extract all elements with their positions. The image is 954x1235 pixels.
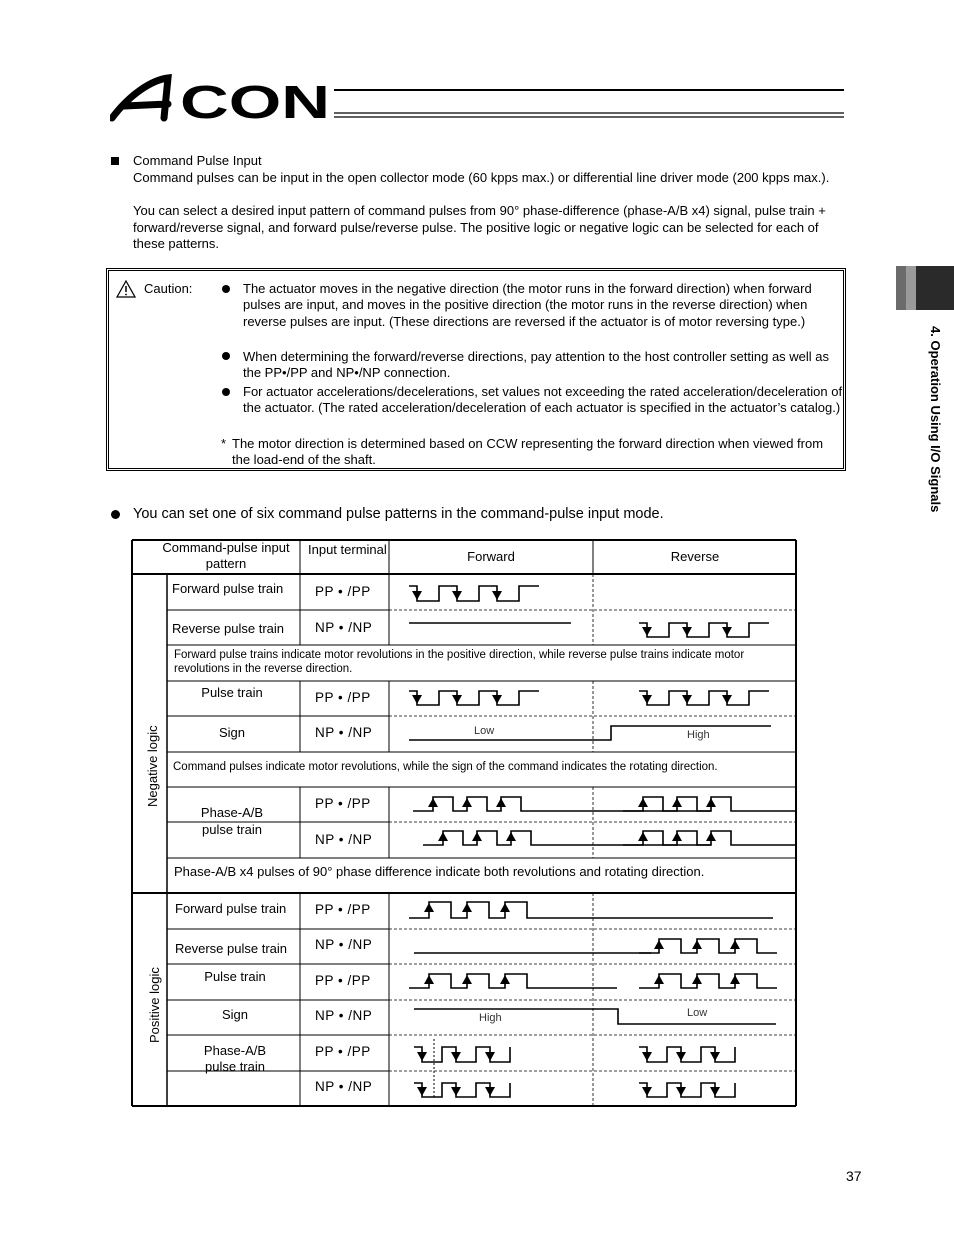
- caution-label: Caution:: [144, 281, 193, 296]
- sign-waveform: [414, 1009, 776, 1024]
- terminal-pp: PP • /PP: [315, 796, 371, 811]
- caution-item-2: When determining the forward/reverse directions, pay attention to the host controller setting as well as the PP•/PP and NP•/NP connection.: [243, 349, 830, 381]
- terminal-pp: PP • /PP: [315, 973, 371, 988]
- row-sign: Sign: [221, 1007, 249, 1022]
- pulse-waveform: [639, 974, 777, 988]
- pulse-waveform: [639, 939, 777, 953]
- terminal-np: NP • /NP: [315, 725, 373, 740]
- pulse-waveform: [639, 1047, 735, 1062]
- level-low-label: Low: [687, 1007, 708, 1019]
- level-low-label: Low: [474, 725, 495, 737]
- header-reverse: Reverse: [670, 549, 720, 564]
- note-asterisk: *: [221, 436, 227, 451]
- positive-logic-label: Positive logic: [147, 967, 162, 1043]
- terminal-pp: PP • /PP: [315, 584, 371, 599]
- intro-line-1: Command pulses can be input in the open collector mode (60 kpps max.) or differential line driver mode (200 kpps max.).: [133, 170, 830, 185]
- note-phase-ab: Phase-A/B x4 pulses of 90° phase difference indicate both revolutions and rotating direction.: [174, 864, 705, 879]
- bullet-dot-icon: [222, 352, 230, 360]
- pulse-waveform: [413, 797, 711, 811]
- terminal-pp: PP • /PP: [315, 1044, 371, 1059]
- warning-triangle-icon: [116, 280, 136, 298]
- note-forward-reverse: Forward pulse trains indicate motor revolutions in the positive direction, while reverse pulse trains indicate motor revolutions in the reverse direction.: [174, 649, 745, 675]
- pulse-waveform: [639, 1083, 735, 1097]
- pulse-waveform: [414, 1083, 510, 1097]
- terminal-np: NP • /NP: [315, 1079, 373, 1094]
- section-side-label: 4. Operation Using I/O Signals: [928, 326, 943, 513]
- section-tab: [896, 266, 954, 310]
- bullet-dot-icon: [222, 285, 230, 293]
- patterns-intro: You can set one of six command pulse patterns in the command-pulse input mode.: [133, 506, 664, 522]
- pulse-waveform: [409, 974, 617, 988]
- row-phase-ab-2: pulse train: [205, 1059, 265, 1074]
- row-forward-pulse-train: Forward pulse train: [175, 901, 287, 916]
- row-phase-ab: Phase-A/B: [200, 805, 264, 820]
- row-forward-pulse-train: Forward pulse train: [172, 581, 284, 596]
- pulse-pattern-table: [131, 539, 797, 1107]
- square-bullet-icon: [111, 157, 119, 165]
- pulse-waveform: [639, 623, 769, 637]
- negative-logic-label: Negative logic: [145, 725, 160, 807]
- bullet-dot-icon: [111, 510, 120, 519]
- terminal-np: NP • /NP: [315, 620, 373, 635]
- header-pattern: Command-pulse input pattern: [162, 540, 290, 571]
- pulse-waveform: [423, 831, 711, 845]
- row-reverse-pulse-train: Reverse pulse train: [175, 941, 287, 956]
- header-terminal: Input terminal: [308, 542, 387, 557]
- level-high-label: High: [479, 1012, 502, 1024]
- terminal-np: NP • /NP: [315, 937, 373, 952]
- bullet-dot-icon: [222, 388, 230, 396]
- row-pulse-train: Pulse train: [201, 685, 263, 700]
- svg-text:CON: CON: [180, 76, 330, 124]
- intro-heading: Command Pulse Input: [133, 153, 262, 168]
- caution-note: The motor direction is determined based on CCW representing the forward direction when viewed from the load-end of the shaft.: [232, 436, 824, 468]
- header-forward: Forward: [467, 549, 515, 564]
- caution-item-1: The actuator moves in the negative direction (the motor runs in the forward direction) when forward pulses are input, and moves in the positive direction (the motor runs in the reverse direction) when reverse pulses are input. (These directions are reversed if the actuator is of motor reversing type.): [243, 281, 812, 329]
- pulse-waveform: [639, 691, 769, 705]
- level-high-label: High: [687, 729, 710, 741]
- row-phase-ab: Phase-A/B: [203, 1043, 267, 1058]
- caution-item-3: For actuator accelerations/decelerations, set values not exceeding the rated acceleration/deceleration of the actuator. (The rated acceleration/deceleration of each actuator is specified in the actuator’s catalog.): [243, 384, 843, 416]
- pulse-waveform: [409, 691, 539, 705]
- row-sign: Sign: [218, 725, 246, 740]
- header-rules: [334, 86, 844, 120]
- pulse-waveform: [409, 586, 539, 601]
- row-reverse-pulse-train: Reverse pulse train: [172, 621, 284, 636]
- page-number: 37: [846, 1168, 862, 1184]
- sign-waveform: [409, 726, 771, 740]
- terminal-np: NP • /NP: [315, 832, 373, 847]
- row-pulse-train: Pulse train: [204, 969, 266, 984]
- terminal-np: NP • /NP: [315, 1008, 373, 1023]
- note-pulse-sign: Command pulses indicate motor revolutions, while the sign of the command indicates the rotating direction.: [173, 761, 718, 773]
- terminal-pp: PP • /PP: [315, 690, 371, 705]
- pulse-waveform: [414, 1047, 510, 1062]
- intro-line-2: You can select a desired input pattern of command pulses from 90° phase-difference (phase-A/B x4) signal, pulse train + forward/reverse signal, and forward pulse/reverse pulse. The positive logic or negative logic can be selected for each of these patterns.: [133, 203, 826, 251]
- terminal-pp: PP • /PP: [315, 902, 371, 917]
- row-phase-ab-2: pulse train: [202, 822, 262, 837]
- acon-logo: [110, 74, 342, 124]
